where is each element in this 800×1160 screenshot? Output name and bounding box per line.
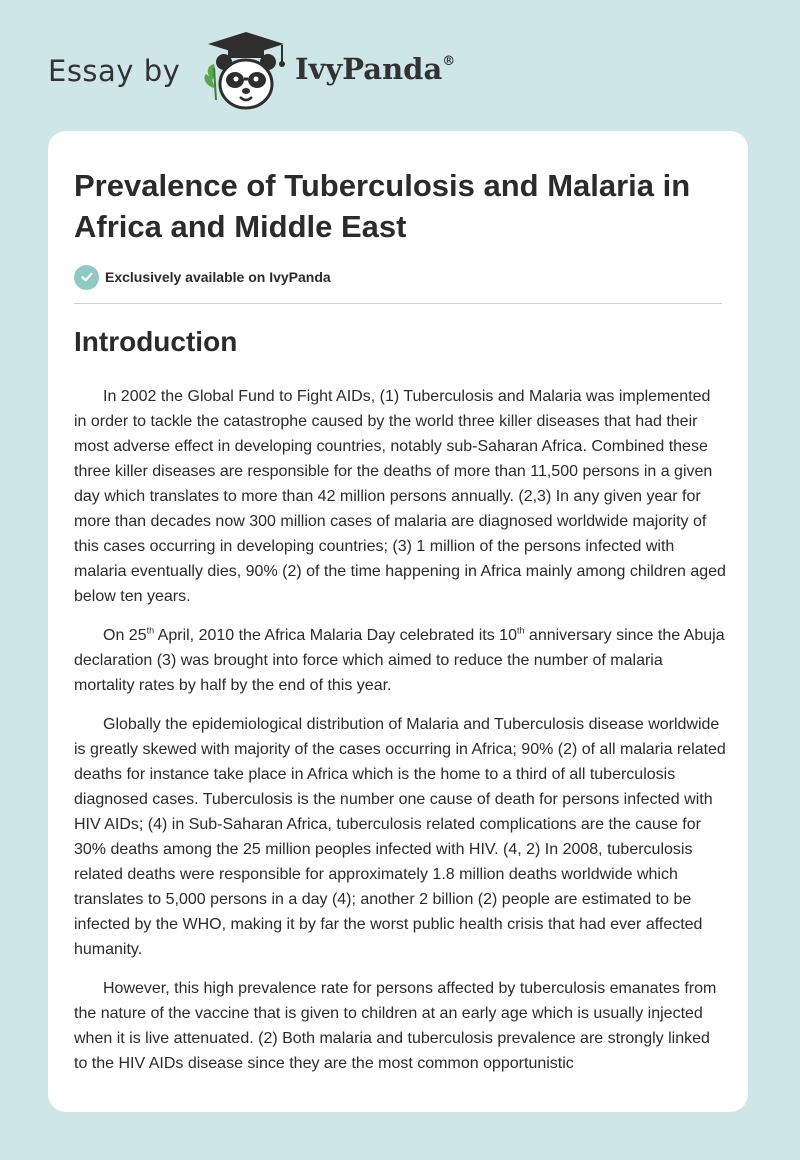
paragraph-2: On 25th April, 2010 the Africa Malaria Day celebrated its 10th anniversary since the Abuja declaration (3) was brought into force which aimed to reduce the number of malaria mortality rates by half by the end of this year. — [74, 625, 725, 694]
section-heading: Introduction — [74, 326, 238, 357]
registered-mark: ® — [442, 54, 456, 69]
site-header — [48, 28, 748, 118]
paragraph-1: In 2002 the Global Fund to Fight AIDs, (1) Tuberculosis and Malaria was implemented in order to tackle the catastrophe caused by the world three killer diseases that had their most adverse effect in developing countries, notably sub-Saharan Africa. Combined these three killer diseases are responsible for the deaths of more than 11,500 persons in a given day which translates to more than 42 million persons annually. (2,3) In any given year for more than decades now 300 million cases of malaria are diagnosed worldwide majority of this cases occurring in developing countries; (3) 1 million of the persons infected with malaria eventually dies, 90% (2) of the time happening in Africa mainly among children aged below ten years. — [74, 388, 726, 605]
divider — [74, 303, 722, 304]
exclusive-badge — [74, 264, 331, 290]
paragraph-4: However, this high prevalence rate for persons affected by tuberculosis emanates from the nature of the vaccine that is given to children at an early age which is usually injected when it is live attenuated. (2) Both malaria and tuberculosis prevalence are strongly linked to the HIV AIDs disease since they are the most common opportunistic — [74, 980, 717, 1072]
essay-by-label: Essay by — [48, 54, 181, 88]
exclusive-badge-label: Exclusively available on IvyPanda — [105, 269, 331, 285]
essay-body — [74, 384, 726, 1090]
checkmark-icon — [74, 265, 99, 290]
panda-graduate-icon[interactable] — [198, 28, 294, 112]
brand-name[interactable]: IvyPanda® — [295, 52, 456, 86]
essay-card — [48, 131, 748, 1112]
paragraph-3: Globally the epidemiological distribution of Malaria and Tuberculosis disease worldwide is greatly skewed with majority of the cases occurring in Africa; 90% (2) of all malaria related deaths for instance take place in Africa which is the home to a third of all tuberculosis diagnosed cases. Tuberculosis is the number one cause of death for persons infected with HIV AIDs; (4) in Sub-Saharan Africa, tuberculosis related complications are the cause for 30% deaths among the 25 million peoples infected with HIV. (4, 2) In 2008, tuberculosis related deaths were responsible for approximately 1.8 million deaths worldwide which translates to 5,000 persons in a day (4); another 2 billion (2) people are estimated to be infected by the WHO, making it by far the worst public health crisis that had ever affected humanity. — [74, 716, 726, 958]
page-title: Prevalence of Tuberculosis and Malaria in Africa and Middle East — [74, 168, 691, 244]
